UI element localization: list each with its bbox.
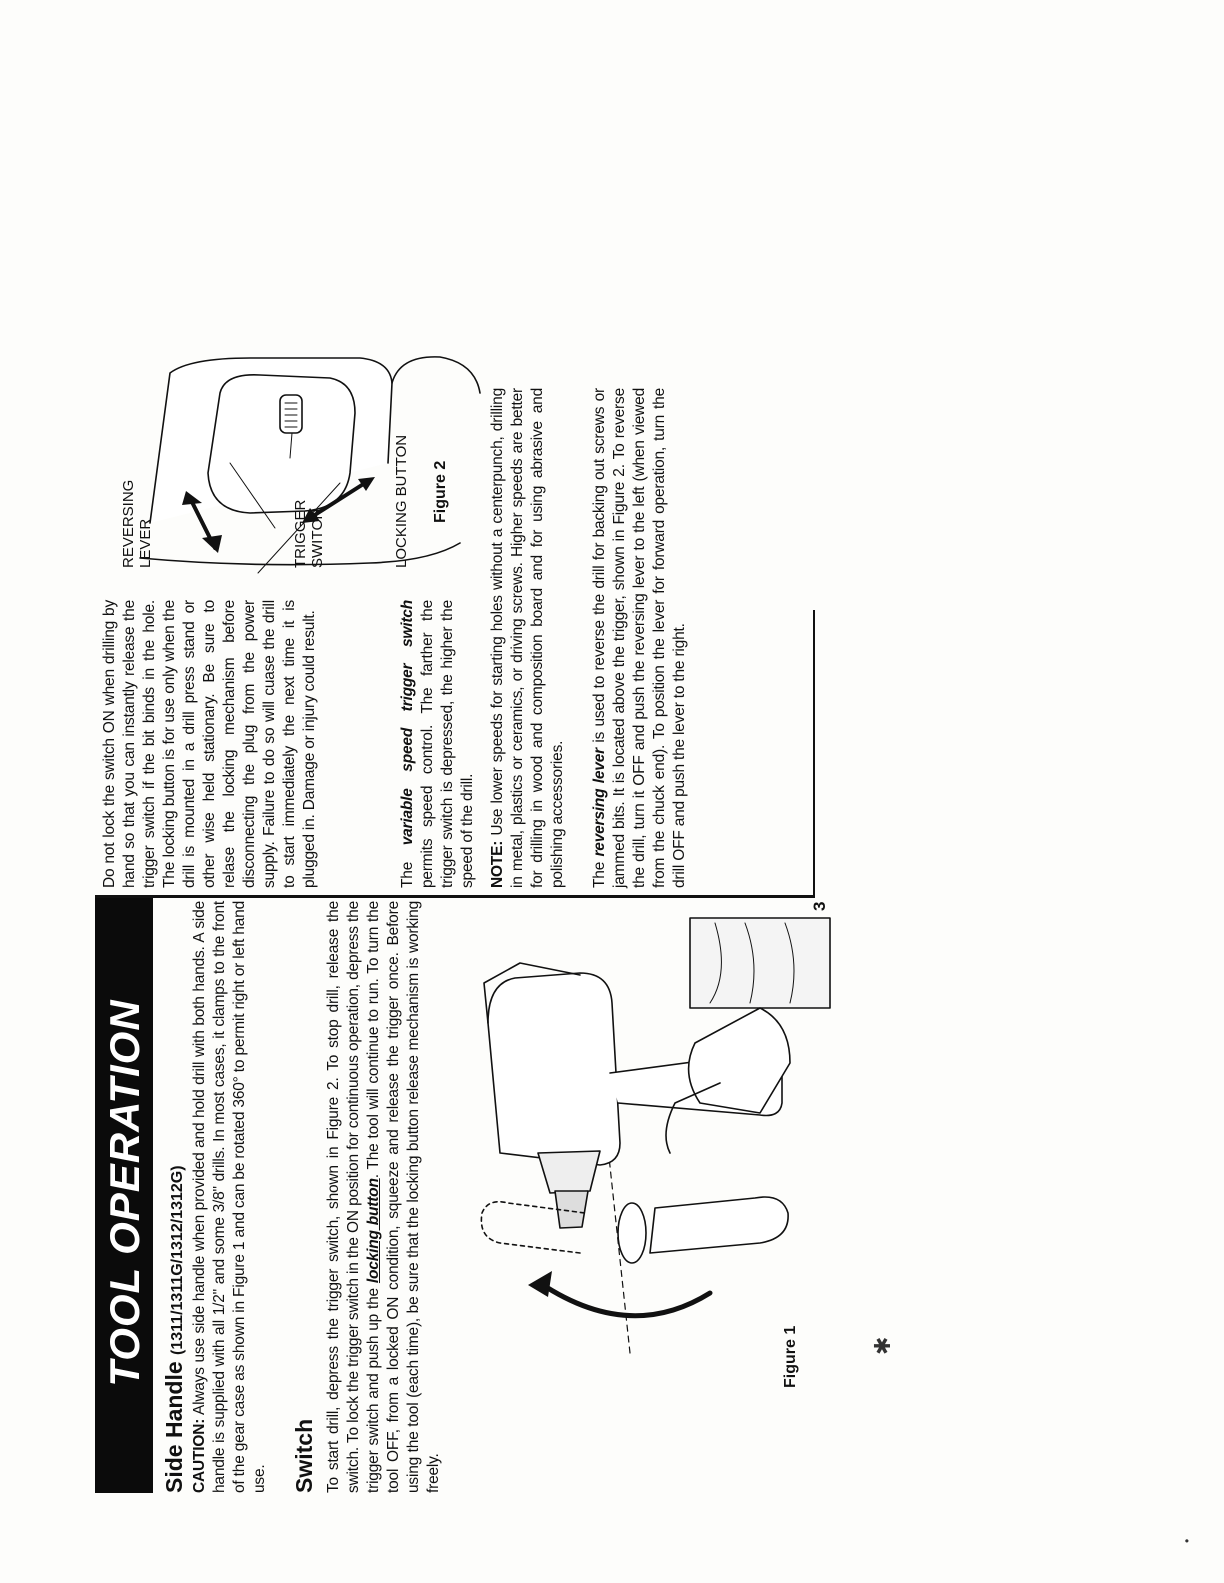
grip-curve: [392, 357, 480, 393]
drill-chuck: [538, 1151, 600, 1193]
rotation-arrowhead: [528, 1271, 552, 1297]
figure-2-caption: Figure 2: [432, 460, 449, 523]
note-label: NOTE:: [489, 840, 506, 888]
switch-paragraph: [324, 901, 444, 1493]
note-paragraph: [488, 388, 568, 888]
page-number-rule: [813, 610, 815, 898]
variable-text-after: permits speed control. The farther the trigger switch is depressed, the higher the speed of the drill.: [419, 600, 476, 888]
figure-1-illustration: [460, 903, 820, 1403]
side-handle-clamp: [618, 1203, 646, 1263]
scan-speck: •: [1180, 1538, 1194, 1543]
side-handle-title: Side Handle: [161, 1361, 187, 1493]
note-text: Use lower speeds for starting holes without a centerpunch, drilling in metal, plastics or ceramics, or driving screws. Higher speeds are better for drilling in wood and composition board and for using abrasive and polishing accessories.: [489, 388, 566, 888]
variable-text-before: The: [399, 861, 416, 888]
side-handle: [650, 1197, 788, 1253]
side-handle-text: Always use side handle when provided and hold drill with both hands. A side handle is supplied with all 1/2" and some 3/8" drills. In most cases, it clamps to the front of the gear case as shown in Figure 1 and can be rotated 360° to permit right or left hand use.: [191, 901, 268, 1493]
locking-button-term: locking button: [365, 1178, 382, 1284]
label-trigger-switch: TRIGGER SWITCH: [292, 499, 326, 568]
reversing-lever-term: reversing lever: [591, 748, 608, 857]
side-handle-paragraph: [190, 901, 270, 1493]
page-number: 3: [810, 901, 829, 911]
variable-speed-paragraph: [398, 600, 478, 888]
label-locking-button: LOCKING BUTTON: [393, 434, 410, 568]
trigger-switch-shape: [208, 375, 355, 513]
switch-text-before: To start drill, depress the trigger switch, shown in Figure 2. To stop drill, release the switch. To lock the trigger switch in the ON position for continuous operation, depress the trigger switch and push up the: [325, 901, 382, 1493]
switch-heading: Switch: [291, 1418, 317, 1493]
scan-speck: ✱: [870, 1336, 895, 1355]
variable-speed-term: variable speed trigger switch: [399, 600, 416, 846]
switch-text-after: . The tool will continue to run. To turn the tool OFF, from a locked ON condition, squeeze and release the trigger once. Before using the tool (each time), be sure that the locking button release mechanism is working freely.: [365, 900, 442, 1493]
page-title: TOOL OPERATION: [101, 999, 148, 1387]
side-handle-models: (1311/1311G/1312/1312G): [169, 1165, 186, 1355]
column-divider: [95, 895, 813, 898]
side-handle-heading: [160, 903, 192, 1493]
rotation-arrow: [540, 1283, 710, 1316]
figure-1-caption: Figure 1: [782, 1325, 799, 1388]
caution-label: CAUTION:: [191, 1418, 208, 1493]
drill-body: [488, 973, 620, 1165]
wood-board: [690, 918, 830, 1008]
label-reversing-lever: REVERSING LEVER: [120, 479, 154, 568]
reversing-lever-paragraph: [590, 388, 690, 888]
reversing-text-after: is used to reverse the drill for backing out screws or jammed bits. It is located above the trigger, shown in Figure 2. To reverse the drill, turn it OFF and push the reversing lever to the left (when viewed from the chuck end). To position the lever for forward operation, turn the drill OFF and push the lever to the right.: [591, 387, 688, 888]
reversing-text-before: The: [591, 861, 608, 888]
lock-warning-paragraph: Do not lock the switch ON when drilling by hand so that you can instantly release the trigger switch if the bit binds in the hole. The locking button is for use only when the drill is mounted in a drill press stand or other wise held stationary. Be sure to relase the locking mechanism before disconnecting the plug from the power supply. Failure to do so will cuase the drill to start immediately the next time it is plugged in. Damage or injury could result.: [101, 600, 318, 888]
